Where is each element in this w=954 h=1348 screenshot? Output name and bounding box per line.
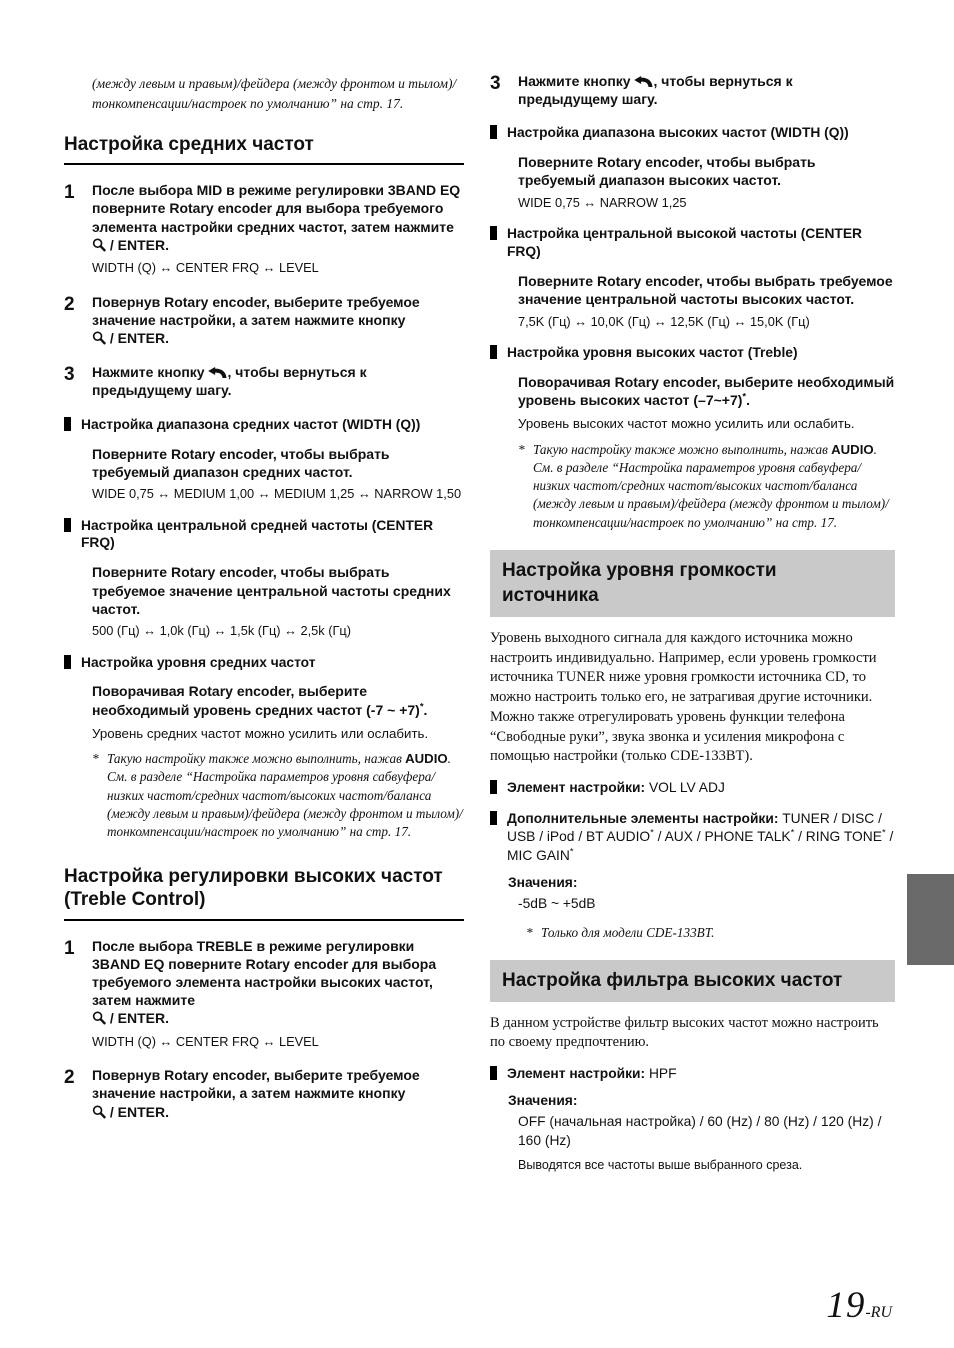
section-bar-marker bbox=[490, 125, 497, 139]
setting-item-text: Элемент настройки: HPF bbox=[507, 1066, 677, 1082]
step-instruction: Повернув Rotary encoder, выберите требуемое значение настройки, а затем нажмите кнопку / ENTER. bbox=[92, 293, 420, 347]
section-title-line: Настройка регулировки высоких частот bbox=[64, 866, 443, 888]
footnote-text: Только для модели CDE-133BT. bbox=[541, 924, 715, 940]
step-1 bbox=[64, 181, 464, 276]
footnote bbox=[526, 924, 895, 942]
subsection-treble-width bbox=[490, 124, 895, 211]
subsection-title-text: Настройка диапазона высоких частот (WIDTH (Q)) bbox=[507, 125, 849, 141]
subsection-body: Поверните Rotary encoder, чтобы выбрать требуемый диапазон средних частот. bbox=[92, 445, 390, 480]
step-number: 2 bbox=[64, 293, 75, 315]
step-number: 3 bbox=[490, 73, 501, 94]
section-bar-marker bbox=[490, 345, 497, 359]
subsection-treble-center-frq bbox=[490, 225, 895, 330]
footnote-text: Такую настройку также можно выполнить, нажав AUDIO. См. в разделе “Настройка параметров уровня сабвуфера/низких частот/средних частот/высоких частот/баланса (между левым и правым)/фейдера (между фронтом и тылом)/тонкомпенсации/настроек по умолчанию” на стр. 17. bbox=[533, 441, 889, 530]
continuation-paragraph: (между левым и правым)/фейдера (между фронтом и тылом)/тонкомпенсации/настроек по умолчанию” на стр. 17. bbox=[92, 76, 457, 111]
banner-title-line: Настройка фильтра высоких частот bbox=[502, 969, 843, 991]
subsection-title bbox=[490, 124, 895, 142]
subsection-title-text: Настройка уровня средних частот bbox=[81, 654, 316, 670]
page-number-value: 19 bbox=[826, 1285, 866, 1326]
value-range: WIDTH (Q) ↔ CENTER FRQ ↔ LEVEL bbox=[92, 260, 319, 276]
section-bar-marker bbox=[490, 226, 497, 240]
values-block bbox=[508, 1092, 895, 1173]
section-banner bbox=[490, 960, 895, 1002]
step-content bbox=[92, 937, 464, 1051]
value-range: WIDE 0,75 ↔ MEDIUM 1,00 ↔ MEDIUM 1,25 ↔ NARROW 1,50 bbox=[92, 485, 462, 501]
section-intro: Уровень выходного сигнала для каждого источника можно настроить индивидуально. Например, если уровень громкости источника TUNER ниже уровня громкости источника CD, то можно настроить только его, не затрагивая другие источники. Можно также отрегулировать уровень функции телефона “Свободные руки”, звука звонка и усиления микрофона с помощью настройки (только CDE-133BT). bbox=[490, 629, 877, 765]
section-bar-marker bbox=[490, 811, 497, 825]
section-title-line: (Treble Control) bbox=[64, 889, 206, 911]
section-title-mid bbox=[64, 133, 464, 165]
step-instruction: После выбора MID в режиме регулировки 3BAND EQ поверните Rotary encoder для выбора требуемого элемента настройки средних частот, затем нажмите / ENTER. bbox=[92, 182, 461, 253]
subsection-note: Уровень высоких частот можно усилить или ослабить. bbox=[518, 416, 855, 432]
footnote bbox=[92, 750, 464, 841]
setting-item bbox=[490, 779, 895, 798]
section-hpf bbox=[490, 960, 895, 1173]
subsection-title bbox=[64, 654, 464, 672]
additional-settings-item bbox=[490, 810, 895, 866]
magnifier-icon bbox=[92, 1011, 106, 1025]
section-mid-frequency bbox=[64, 133, 464, 841]
step-2 bbox=[64, 293, 464, 348]
subsection-body: Поверните Rotary encoder, чтобы выбрать требуемое значение центральной частоты средних частот. bbox=[92, 564, 451, 617]
value-range: WIDTH (Q) ↔ CENTER FRQ ↔ LEVEL bbox=[92, 1033, 319, 1049]
values-label: Значения: bbox=[508, 874, 578, 890]
section-intro: В данном устройстве фильтр высоких частот можно настроить по своему предпочтению. bbox=[490, 1014, 879, 1051]
subsection-title-text: Настройка диапазона средних частот (WIDTH (Q)) bbox=[81, 416, 421, 432]
section-bar-marker bbox=[64, 518, 71, 532]
values-block bbox=[508, 874, 895, 914]
step-content bbox=[92, 293, 464, 348]
value-range: 7,5K (Гц) ↔ 10,0K (Гц) ↔ 12,5K (Гц) ↔ 15,0K (Гц) bbox=[518, 313, 810, 329]
step-instruction: После выбора TREBLE в режиме регулировки 3BAND EQ поверните Rotary encoder для выбора требуемого элемента настройки высоких частот, затем нажмите / ENTER. bbox=[92, 937, 437, 1027]
subsection-note: Уровень средних частот можно усилить или ослабить. bbox=[92, 725, 429, 741]
footnote bbox=[518, 441, 895, 532]
subsection-title-text: Настройка центральной средней частоты (CENTER FRQ) bbox=[81, 517, 434, 551]
page-number-suffix: -RU bbox=[865, 1304, 892, 1321]
subsection-title-text: Настройка уровня высоких частот (Treble) bbox=[507, 345, 798, 361]
setting-item bbox=[490, 1065, 895, 1084]
footnote-marker: * bbox=[526, 924, 533, 940]
subsection-body: Поворачивая Rotary encoder, выберите необходимый уровень средних частот (-7 ~ +7)*. bbox=[92, 683, 428, 718]
subsection-title bbox=[64, 416, 464, 434]
subsection-body: Поворачивая Rotary encoder, выберите необходимый уровень высоких частот (–7~+7)*. bbox=[518, 374, 895, 409]
back-arrow-icon bbox=[208, 367, 227, 378]
step-content bbox=[92, 1066, 464, 1121]
section-bar-marker bbox=[490, 780, 497, 794]
step-2 bbox=[64, 1066, 464, 1121]
subsection-title bbox=[490, 344, 895, 362]
section-bar-marker bbox=[64, 655, 71, 669]
step-content bbox=[518, 72, 895, 108]
section-index-tab bbox=[907, 874, 954, 965]
values-text: -5dB ~ +5dB bbox=[518, 896, 596, 912]
setting-item-text: Дополнительные элементы настройки: TUNER / DISC / USB / iPod / BT AUDIO* / AUX / PHONE TALK* / RING TONE* / MIC GAIN* bbox=[507, 810, 894, 863]
subsection-title bbox=[64, 517, 464, 553]
subsection-mid-level bbox=[64, 654, 464, 743]
magnifier-icon bbox=[92, 238, 106, 252]
setting-item-text: Элемент настройки: VOL LV ADJ bbox=[507, 780, 725, 795]
subsection-title bbox=[490, 225, 895, 261]
section-bar-marker bbox=[64, 417, 71, 431]
step-1 bbox=[64, 937, 464, 1051]
section-banner bbox=[490, 550, 895, 617]
step-number: 1 bbox=[64, 937, 75, 959]
value-range: WIDE 0,75 ↔ NARROW 1,25 bbox=[518, 194, 687, 210]
step-instruction: Нажмите кнопку , чтобы вернуться к предыдущему шагу. bbox=[92, 364, 367, 399]
section-source-volume-level bbox=[490, 550, 895, 942]
banner-title-line: источника bbox=[502, 584, 599, 606]
subsection-body: Поверните Rotary encoder, чтобы выбрать требуемый диапазон высоких частот. bbox=[518, 154, 816, 189]
values-note: Выводятся все частоты выше выбранного среза. bbox=[518, 1157, 803, 1172]
footnote-text: Такую настройку также можно выполнить, нажав AUDIO. См. в разделе “Настройка параметров уровня сабвуфера/низких частот/средних частот/высоких частот/баланса (между левым и правым)/фейдера (между фронтом и тылом)/тонкомпенсации/настроек по умолчанию” на стр. 17. bbox=[107, 751, 463, 840]
page-number bbox=[826, 1284, 892, 1327]
footnote-marker: * bbox=[92, 751, 99, 767]
step-instruction: Нажмите кнопку , чтобы вернуться к предыдущему шагу. bbox=[518, 73, 793, 108]
section-title-treble bbox=[64, 865, 464, 920]
section-bar-marker bbox=[490, 1066, 497, 1080]
subsection-title-text: Настройка центральной высокой частоты (CENTER FRQ) bbox=[507, 226, 863, 260]
step-instruction: Повернув Rotary encoder, выберите требуемое значение настройки, а затем нажмите кнопку / ENTER. bbox=[92, 1067, 420, 1120]
step-number: 2 bbox=[64, 1067, 75, 1089]
footnote-marker: * bbox=[518, 441, 525, 457]
values-text: OFF (начальная настройка) / 60 (Hz) / 80 (Hz) / 120 (Hz) / 160 (Hz) bbox=[518, 1114, 882, 1148]
subsection-mid-width bbox=[64, 416, 464, 503]
value-range: 500 (Гц) ↔ 1,0k (Гц) ↔ 1,5k (Гц) ↔ 2,5k (Гц) bbox=[92, 622, 351, 638]
back-arrow-icon bbox=[634, 76, 653, 87]
step-3 bbox=[490, 72, 895, 108]
section-treble-control bbox=[64, 865, 464, 1120]
magnifier-icon bbox=[92, 1105, 106, 1119]
step-3 bbox=[64, 363, 464, 399]
banner-title-line: Настройка уровня громкости bbox=[502, 559, 777, 581]
subsection-body: Поверните Rotary encoder, чтобы выбрать требуемое значение центральной частоты высоких частот. bbox=[518, 273, 893, 308]
left-column bbox=[64, 72, 464, 1137]
magnifier-icon bbox=[92, 331, 106, 345]
step-content bbox=[92, 363, 464, 399]
values-label: Значения: bbox=[508, 1092, 578, 1108]
right-column bbox=[490, 72, 895, 1173]
step-number: 3 bbox=[64, 364, 75, 386]
subsection-mid-center-frq bbox=[64, 517, 464, 640]
step-number: 1 bbox=[64, 182, 75, 204]
section-title-line: Настройка средних частот bbox=[64, 134, 314, 156]
step-content bbox=[92, 181, 464, 276]
subsection-treble-level bbox=[490, 344, 895, 433]
